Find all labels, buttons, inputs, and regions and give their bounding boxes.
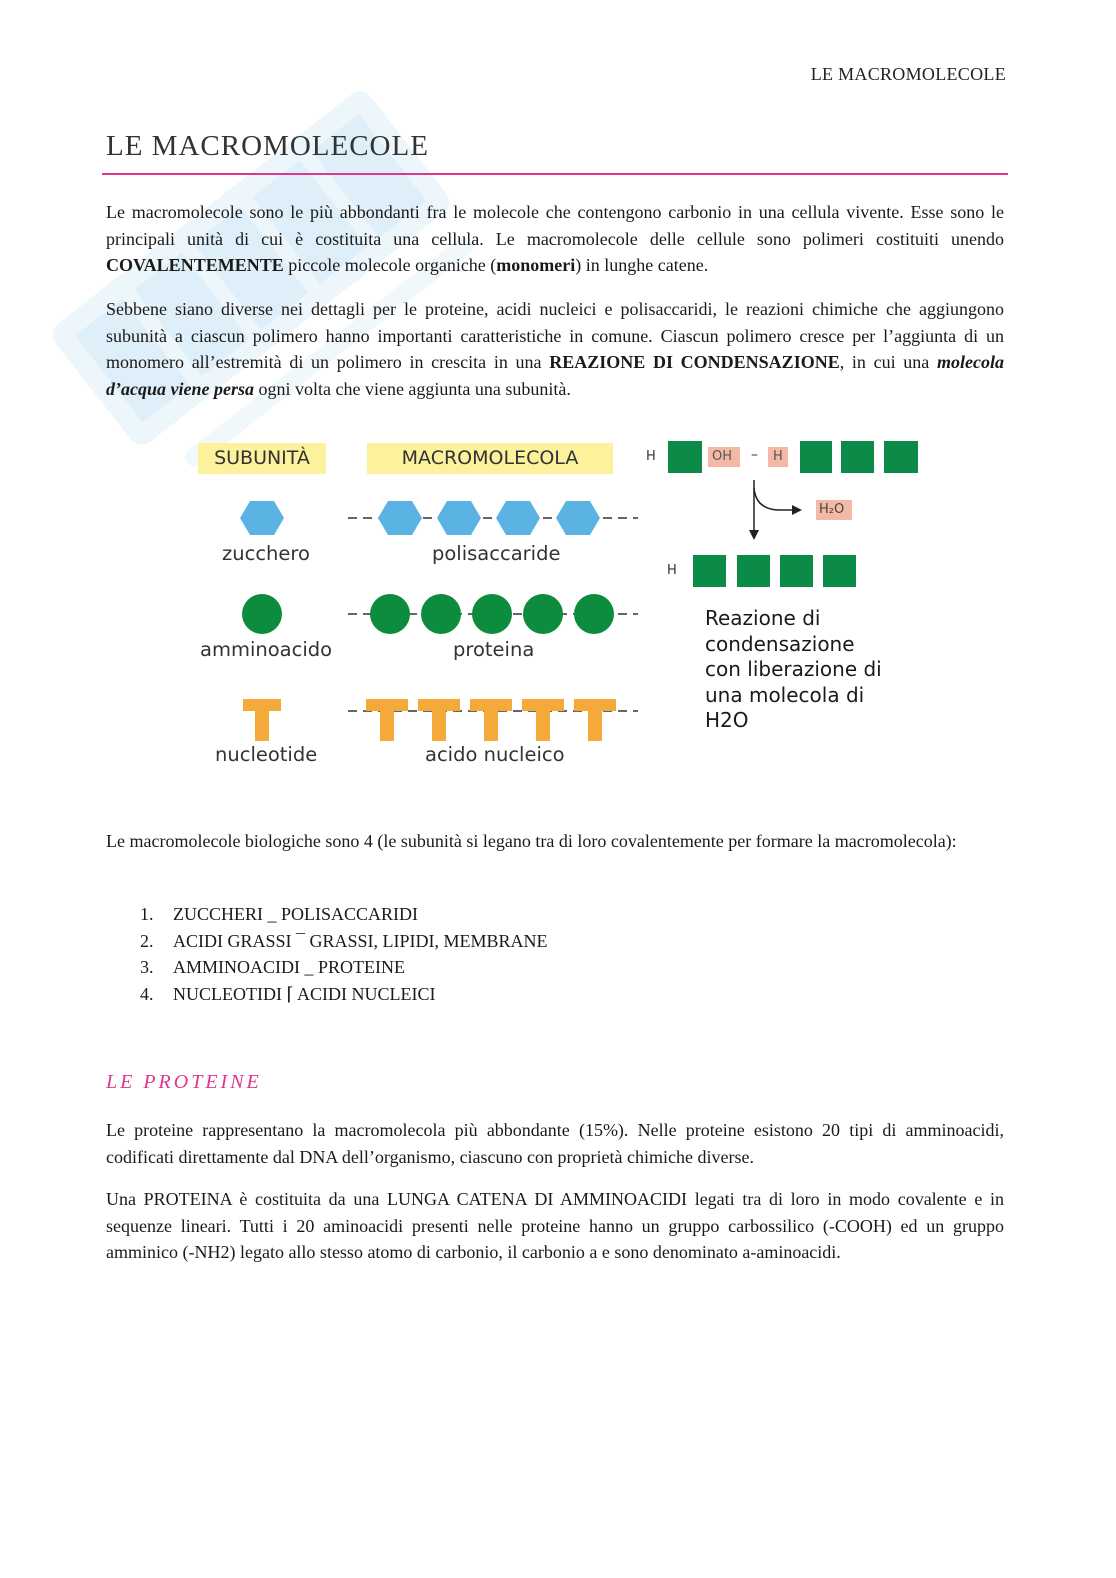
subunit-label: amminoacido: [200, 638, 333, 661]
bond-dash: –: [751, 447, 758, 463]
protein-unit-icon: [370, 594, 410, 634]
h-right-label: H: [773, 449, 783, 464]
nucleic-acid-unit-icon: [418, 699, 460, 741]
title-divider: [102, 173, 1008, 175]
protein-unit-icon: [523, 594, 563, 634]
page-title: LE MACROMOLECOLE: [106, 130, 429, 162]
monomer-square-icon: [800, 441, 832, 473]
macromolecule-list: [140, 901, 548, 1007]
monomer-square-icon: [884, 441, 918, 473]
sugar-monomer-icon: [240, 501, 284, 535]
running-header: LE MACROMOLECOLE: [810, 64, 1006, 84]
arrow-down-icon: [749, 530, 759, 540]
macromolecule-label: proteina: [453, 638, 535, 661]
paragraph-intro: Le macromolecole sono le più abbondanti fra le molecole che contengono carbonio in una cellula vivente. Esse sono le principali unità di cui è costituita una cellula. Le macromolecole delle cellule sono polimeri costituiti unendo COVALENTEMENTE piccole molecole organiche (monomeri) in lunghe catene.: [106, 202, 1004, 275]
paragraph-condensation: Sebbene siano diverse nei dettagli per le proteine, acidi nucleici e polisaccaridi, le reazioni chimiche che aggiungono subunità a ciascun polimero hanno importanti caratteristiche in comune. Ciascun polimero cresce per l’aggiunta di un monomero all’estremità di un polimero in crescita in una REAZIONE DI CONDENSAZIONE, in cui una molecola d’acqua viene persa ogni volta che viene aggiunta una subunità.: [106, 299, 1004, 399]
list-item: 3. AMMINOACIDI _ PROTEINE: [140, 957, 405, 977]
nucleic-acid-unit-icon: [470, 699, 512, 741]
macromolecule-header: MACROMOLECOLA: [367, 443, 613, 474]
subunit-label: zucchero: [222, 542, 310, 565]
polysaccharide-unit-icon: [378, 501, 422, 535]
subunit-label: nucleotide: [215, 743, 318, 766]
nucleic-acid-unit-icon: [366, 699, 408, 741]
protein-unit-icon: [421, 594, 461, 634]
list-item: 4. NUCLEOTIDI ⌈ ACIDI NUCLEICI: [140, 983, 436, 1004]
oh-label: OH: [712, 449, 733, 464]
nucleic-acid-unit-icon: [574, 699, 616, 741]
h-left-label: H: [646, 449, 656, 464]
subunit-header: SUBUNITÀ: [198, 443, 326, 474]
monomer-square-icon: [780, 555, 813, 587]
protein-unit-icon: [472, 594, 512, 634]
monomer-square-icon: [737, 555, 770, 587]
monomer-square-icon: [668, 441, 702, 473]
macromolecule-label: acido nucleico: [425, 743, 565, 766]
nucleotide-icon: [243, 699, 281, 741]
list-item: 2. ACIDI GRASSI ¯ GRASSI, LIPIDI, MEMBRANE: [140, 930, 548, 951]
list-item: 1. ZUCCHERI _ POLISACCARIDI: [140, 904, 419, 924]
monomer-square-icon: [693, 555, 726, 587]
h-product-label: H: [667, 563, 677, 578]
polysaccharide-unit-icon: [496, 501, 540, 535]
monomer-square-icon: [841, 441, 874, 473]
macromolecule-label: polisaccaride: [432, 542, 561, 565]
amino-acid-icon: [242, 594, 282, 634]
polysaccharide-unit-icon: [437, 501, 481, 535]
protein-unit-icon: [574, 594, 614, 634]
paragraph-protein-structure: Una PROTEINA è costituita da una LUNGA CATENA DI AMMINOACIDI legati tra di loro in modo covalente e in sequenze lineari. Tutti i 20 aminoacidi presenti nelle proteine hanno un gruppo carbossilico (-COOH) ed un gruppo amminico (-NH2) legato allo stesso atomo di carbonio, il carbonio a e sono denominato a-aminoacidi.: [106, 1189, 1004, 1262]
water-release-arrow: [754, 488, 792, 510]
paragraph-proteins-abundance: Le proteine rappresentano la macromolecola più abbondante (15%). Nelle proteine esistono 20 tipi di amminoacidi, codificati direttamente dal DNA dell’organismo, ciascuno con proprietà chimiche diverse.: [106, 1120, 1004, 1167]
section-heading-proteine: LE PROTEINE: [106, 1071, 262, 1093]
macromolecule-figure: [190, 428, 928, 810]
reaction-caption: Reazione di condensazione con liberazione di una molecola di H2O: [705, 606, 882, 732]
polysaccharide-unit-icon: [556, 501, 600, 535]
monomer-square-icon: [823, 555, 856, 587]
arrow-right-icon: [792, 505, 802, 515]
h2o-label: H₂O: [819, 502, 845, 517]
nucleic-acid-unit-icon: [522, 699, 564, 741]
paragraph-four-macromolecules: Le macromolecole biologiche sono 4 (le subunità si legano tra di loro covalentemente per formare la macromolecola):: [106, 831, 957, 851]
